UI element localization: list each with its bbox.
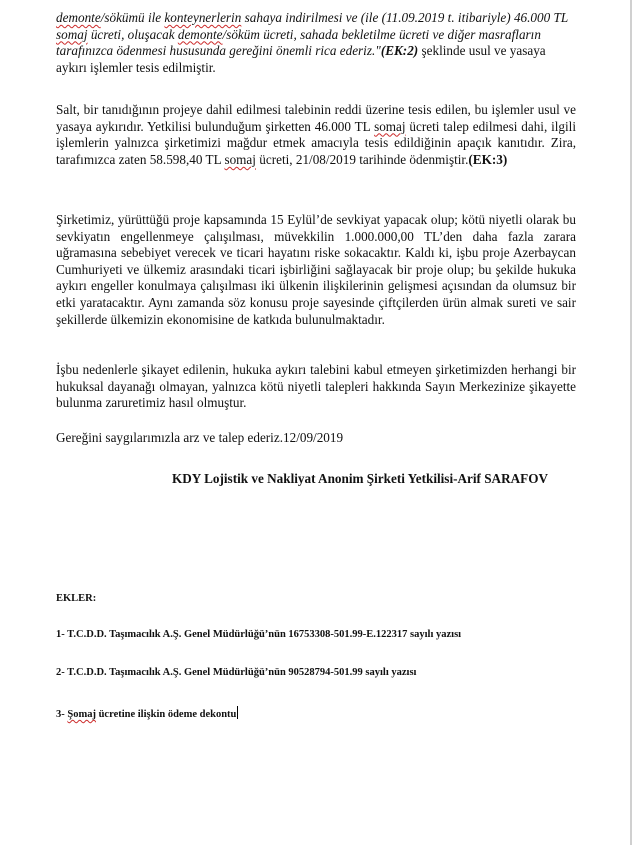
attachment-item-1: 1- T.C.D.D. Taşımacılık A.Ş. Genel Müdürlüğü’nün 16753308-501.99-E.122317 sayılı yazısı [56, 629, 462, 640]
attachment-item-2: 2- T.C.D.D. Taşımacılık A.Ş. Genel Müdürlüğü’nün 90528794-501.99 sayılı yazısı [56, 667, 417, 678]
misspelled-word: konteynerlerin [164, 10, 242, 25]
misspelled-word: somaj [56, 26, 88, 42]
body-text: şeklinde usul ve yasaya [418, 43, 546, 59]
paragraph-quote-continuation [56, 10, 576, 76]
misspelled-word: somaj [374, 118, 406, 134]
text-cursor [237, 706, 238, 719]
attachments-heading: EKLER: [56, 593, 97, 604]
paragraph-3: Şirketimiz, yürüttüğü proje kapsamında 15 Eylül’de sevkiyat yapacak olup; kötü niyetli olarak bu sevkiyatın engellenmeye çalışılması, müvekkilin 1.000.000,00 TL’den daha fazla zarara uğramasına sebebiyet verecek ve ticari hayatını riske sokacaktır. Kaldı ki, işbu proje Azerbaycan Cumhuriyeti ve ülkemiz arasındaki ticari işbirliğini sağlayacak bir proje olup; bu şekilde hukuka aykırı engeller konulmaya çalışılması iki ülkenin ilişkilerinin gelişmesi açısından da olumsuz bir etki yaratacaktır. Aynı zamanda söz konusu proje sayesinde çiftçilerden ürün almak sureti ve sair şekillerde ülkemizin ekonomisine de katkıda bulunulmaktadır. [56, 212, 576, 327]
misspelled-word: Şomaj [67, 709, 96, 720]
paragraph-2 [56, 102, 576, 168]
attachment-text: ücretine ilişkin ödeme dekontu [95, 709, 237, 720]
attachment-number: 3- [56, 709, 68, 720]
misspelled-word: demonte [56, 10, 101, 25]
quote-text: sahaya indirilmesi ve (ile (11.09.2019 t. itibariyle) 46.000 TL [241, 10, 569, 25]
quote-text: /sökümü ile [100, 10, 165, 25]
signature-line: KDY Lojistik ve Nakliyat Anonim Şirketi Yetkilisi-Arif SARAFOV [172, 471, 548, 486]
attachment-ref: (EK:3) [468, 151, 508, 167]
body-text: Salt, bir tanıdığının projeye dahil edilmesi talebinin reddi üzerine tesis edilen, bu işlemler usul ve yasaya aykırıdır. Yetkilisi bulunduğum şirketten 46.000 TL [56, 102, 576, 134]
attachment-item-3[interactable] [56, 706, 238, 720]
body-text: ücreti, 21/08/2019 tarihinde ödenmiştir. [255, 151, 469, 167]
misspelled-word: somaj [224, 151, 256, 167]
paragraph-4: İşbu nedenlerle şikayet edilenin, hukuka aykırı talebini kabul etmeyen şirketimizden herhangi bir hukuksal dayanağı olmayan, yalnızca kötü niyetli talepleri hakkında Sayın Merkezinize şikayette bulunma zaruretimiz hasıl olmuştur. [56, 362, 576, 411]
closing-line: Gereğini saygılarımızla arz ve talep ederiz.12/09/2019 [56, 430, 344, 445]
body-text: ücreti talep edilmesi dahi, ilgili işlemlerin yalnızca şirketimizi mağdur etmek amacıyla tesis edildiğinin apaçık kanıtıdır. Zira, tarafımızca zaten 58.598,40 TL [56, 118, 577, 167]
quote-text: /söküm ücreti, sahada bekletilme ücreti ve diğer masrafların [222, 26, 541, 42]
quote-text: ücreti, oluşacak [87, 26, 178, 42]
body-text: aykırı işlemler tesis edilmiştir. [56, 59, 216, 75]
quote-text: tarafınızca ödenmesi hususunda gereğini önemli rica ederiz." [56, 43, 381, 59]
misspelled-word: demonte [177, 26, 223, 42]
attachment-ref: (EK:2) [380, 43, 419, 59]
